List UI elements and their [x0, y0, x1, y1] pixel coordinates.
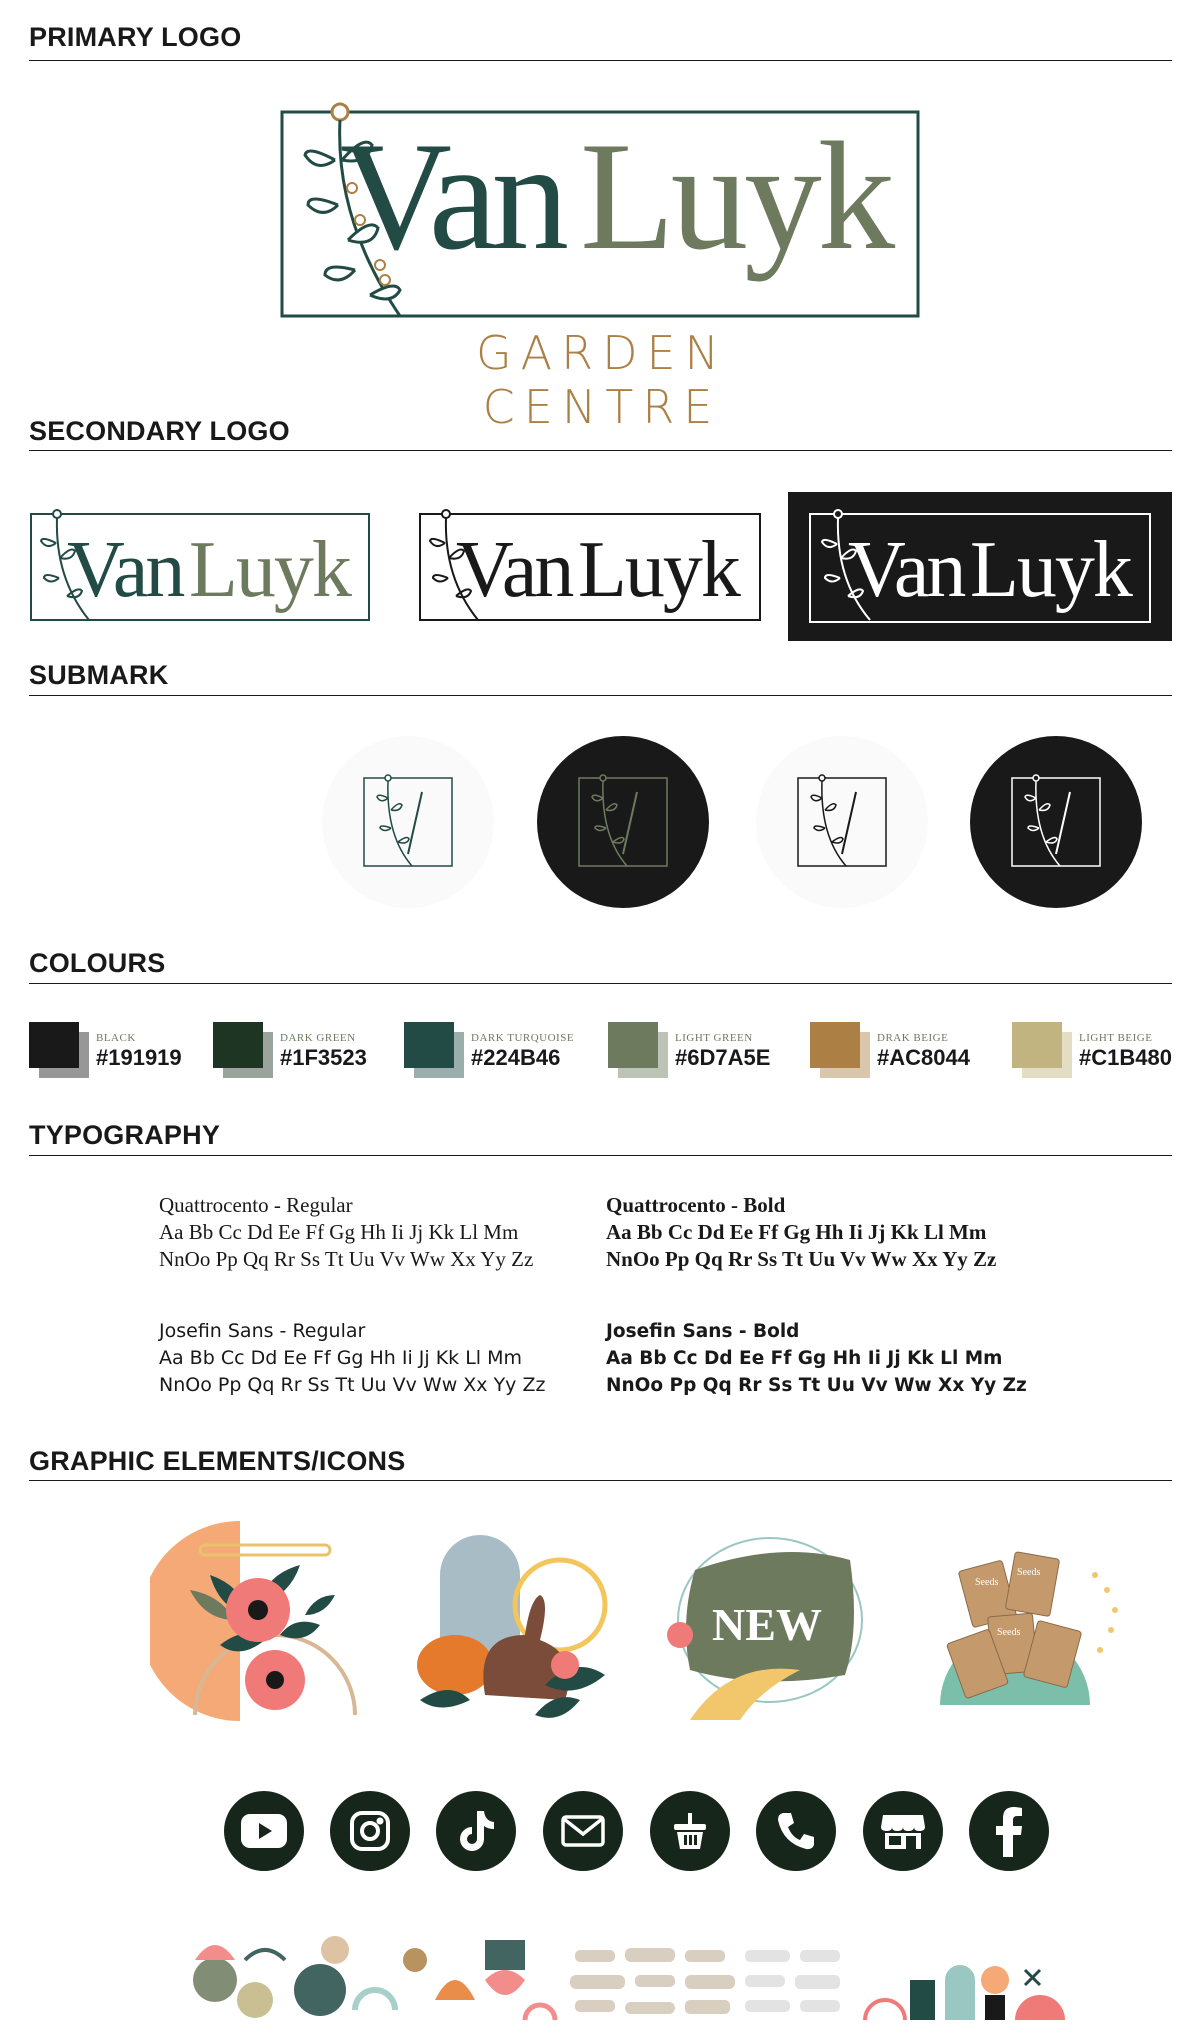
svg-text:Luyk: Luyk	[970, 526, 1131, 614]
svg-text:Van: Van	[848, 526, 964, 614]
section-title-submark: SUBMARK	[29, 660, 169, 690]
seed-packets-illustration	[935, 1535, 1135, 1710]
colour-name: BLACK	[96, 1032, 136, 1044]
section-title-typography: TYPOGRAPHY	[29, 1120, 221, 1150]
divider	[29, 1480, 1172, 1481]
svg-text:Van: Van	[67, 526, 183, 614]
facebook-icon[interactable]	[969, 1791, 1049, 1871]
colour-swatch	[810, 1022, 872, 1076]
colour-swatch	[213, 1022, 275, 1076]
font-sample-josefin-regular	[159, 1318, 545, 1399]
font-name: Quattrocento - Bold	[606, 1193, 786, 1217]
swatch-fill	[404, 1022, 454, 1068]
primary-logo	[280, 100, 920, 320]
swatch-fill	[810, 1022, 860, 1068]
store-icon[interactable]	[863, 1791, 943, 1871]
font-sample-quattrocento-regular	[159, 1192, 533, 1273]
colour-name: LIGHT GREEN	[675, 1032, 753, 1044]
submark-color	[322, 736, 494, 908]
swatch-fill	[1012, 1022, 1062, 1068]
colour-swatch	[1012, 1022, 1074, 1076]
svg-text:Seeds: Seeds	[975, 1577, 999, 1588]
section-title-graphic-elements: GRAPHIC ELEMENTS/ICONS	[29, 1446, 406, 1476]
decorative-elements-strip	[185, 1920, 1085, 2035]
colour-name: LIGHT BEIGE	[1079, 1032, 1153, 1044]
font-line: Aa Bb Cc Dd Ee Ff Gg Hh Ii Jj Kk Ll Mm	[606, 1348, 1003, 1369]
font-name: Josefin Sans - Regular	[159, 1320, 366, 1342]
wordmark-van: Van	[340, 110, 564, 282]
submark-dark-green	[537, 736, 709, 908]
submark-reverse	[970, 736, 1142, 908]
tiktok-icon[interactable]	[436, 1791, 516, 1871]
svg-text:Luyk: Luyk	[578, 526, 739, 614]
font-line: Aa Bb Cc Dd Ee Ff Gg Hh Ii Jj Kk Ll Mm	[606, 1220, 987, 1244]
wordmark-luyk: Luyk	[580, 110, 892, 282]
colour-name: DRAK BEIGE	[877, 1032, 949, 1044]
font-line: NnOo Pp Qq Rr Ss Tt Uu Vv Ww Xx Yy Zz	[606, 1375, 1027, 1396]
flower-illustration-icon	[150, 1515, 365, 1730]
colour-hex: #1F3523	[280, 1045, 367, 1070]
primary-logo-frame	[280, 100, 920, 320]
font-line: NnOo Pp Qq Rr Ss Tt Uu Vv Ww Xx Yy Zz	[606, 1247, 997, 1271]
svg-text:Luyk: Luyk	[189, 526, 350, 614]
colour-swatch	[29, 1022, 91, 1076]
logo-tagline: GARDEN CENTRE	[476, 326, 728, 434]
colour-swatch	[608, 1022, 670, 1076]
svg-text:Van: Van	[456, 526, 572, 614]
mail-icon[interactable]	[543, 1791, 623, 1871]
submark-mono	[756, 736, 928, 908]
section-title-secondary-logo: SECONDARY LOGO	[29, 416, 290, 446]
colour-hex: #C1B480	[1079, 1045, 1172, 1070]
font-sample-josefin-bold	[606, 1318, 1027, 1399]
rabbit-illustration-icon	[415, 1515, 615, 1730]
divider	[29, 1155, 1172, 1156]
secondary-logo-color	[29, 508, 371, 624]
instagram-icon[interactable]	[330, 1791, 410, 1871]
colour-hex: #224B46	[471, 1045, 561, 1070]
font-line: Aa Bb Cc Dd Ee Ff Gg Hh Ii Jj Kk Ll Mm	[159, 1347, 523, 1369]
svg-text:Seeds: Seeds	[1017, 1567, 1041, 1578]
divider	[29, 60, 1172, 61]
new-badge-label: NEW	[712, 1599, 822, 1650]
swatch-fill	[29, 1022, 79, 1068]
swatch-fill	[608, 1022, 658, 1068]
basket-icon[interactable]	[650, 1791, 730, 1871]
svg-text:Seeds: Seeds	[997, 1627, 1021, 1638]
divider	[29, 695, 1172, 696]
colour-hex: #191919	[96, 1045, 182, 1070]
font-line: Aa Bb Cc Dd Ee Ff Gg Hh Ii Jj Kk Ll Mm	[159, 1220, 519, 1244]
font-sample-quattrocento-bold	[606, 1192, 996, 1273]
section-title-colours: COLOURS	[29, 948, 166, 978]
colour-name: DARK TURQUOISE	[471, 1032, 575, 1044]
colour-swatch	[404, 1022, 466, 1076]
colour-hex: #AC8044	[877, 1045, 970, 1070]
colour-hex: #6D7A5E	[675, 1045, 771, 1070]
font-name: Josefin Sans - Bold	[606, 1321, 800, 1342]
youtube-icon[interactable]	[224, 1791, 304, 1871]
secondary-logo-mono	[418, 508, 762, 624]
font-line: NnOo Pp Qq Rr Ss Tt Uu Vv Ww Xx Yy Zz	[159, 1374, 546, 1396]
secondary-logo-reverse	[788, 492, 1172, 641]
font-line: NnOo Pp Qq Rr Ss Tt Uu Vv Ww Xx Yy Zz	[159, 1247, 534, 1271]
divider	[29, 450, 1172, 451]
colour-name: DARK GREEN	[280, 1032, 356, 1044]
new-badge-illustration	[660, 1520, 875, 1725]
phone-icon[interactable]	[756, 1791, 836, 1871]
divider	[29, 983, 1172, 984]
section-title-primary-logo: PRIMARY LOGO	[29, 22, 242, 52]
swatch-fill	[213, 1022, 263, 1068]
font-name: Quattrocento - Regular	[159, 1193, 353, 1217]
